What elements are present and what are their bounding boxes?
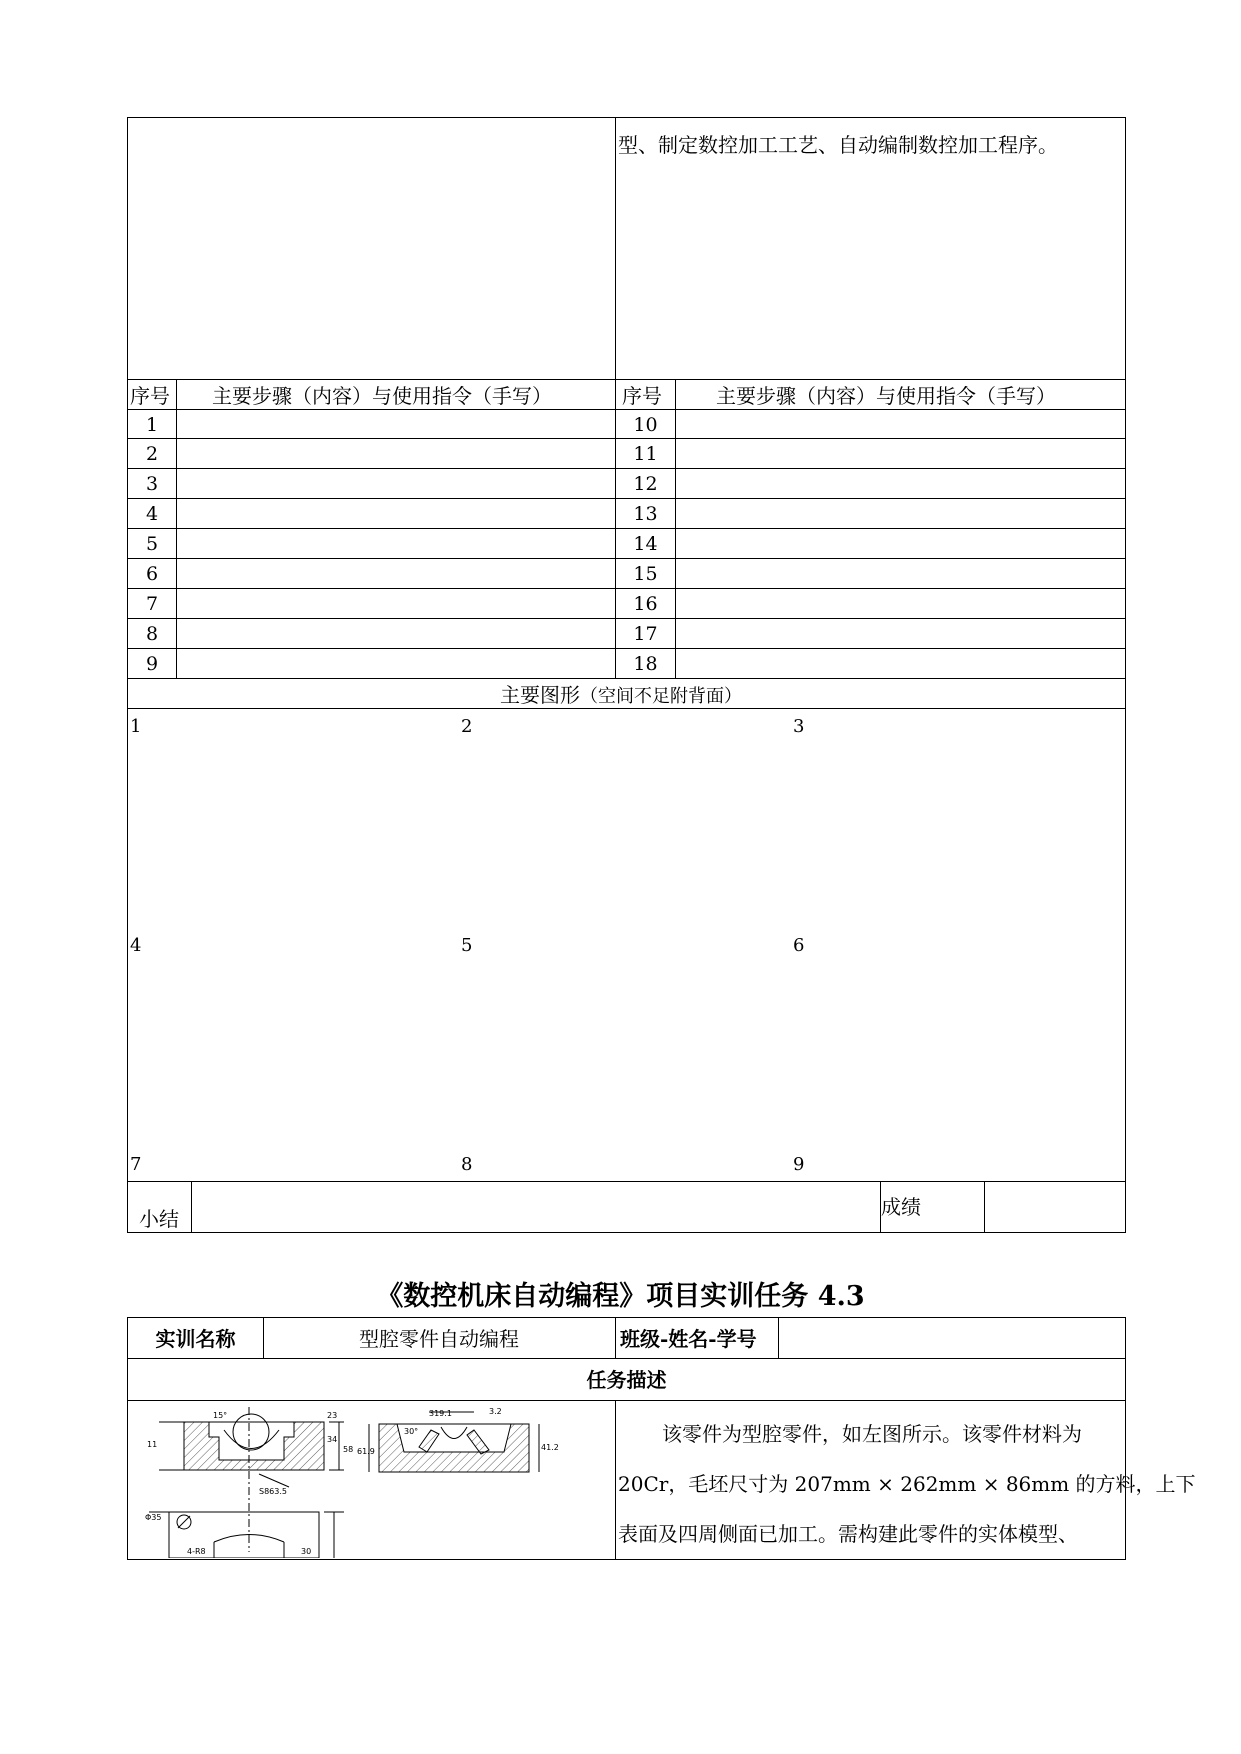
figures-title-note: （空间不足附背面） bbox=[580, 686, 742, 707]
step-number: 13 bbox=[633, 503, 658, 525]
step-number: 6 bbox=[145, 563, 159, 585]
step-number: 3 bbox=[145, 473, 159, 495]
left-content-header: 主要步骤（内容）与使用指令（手写） bbox=[212, 384, 552, 408]
task-desc-header: 任务描述 bbox=[586, 1368, 667, 1392]
step-number: 8 bbox=[145, 623, 159, 645]
summary-row-top bbox=[127, 1181, 1126, 1182]
dim-label: 41.2 bbox=[541, 1443, 559, 1452]
task-row-line bbox=[127, 1358, 1126, 1359]
step-number: 5 bbox=[145, 533, 159, 555]
row-line bbox=[127, 438, 1126, 439]
figures-title-bottom bbox=[127, 708, 1126, 709]
task-title: 《数控机床自动编程》项目实训任务 4.3 bbox=[376, 1281, 865, 1312]
dim-label: Φ35 bbox=[145, 1513, 162, 1522]
dim-label: 3.2 bbox=[489, 1407, 502, 1416]
step-number: 7 bbox=[145, 593, 159, 615]
step-number: 10 bbox=[633, 414, 658, 436]
row-line bbox=[127, 618, 1126, 619]
training-name-value: 型腔零件自动编程 bbox=[359, 1327, 519, 1351]
figures-title bbox=[500, 685, 742, 706]
left-seq-header: 序号 bbox=[130, 384, 170, 408]
summary-label-divider bbox=[191, 1181, 192, 1233]
grade-label-divider-right bbox=[984, 1181, 985, 1233]
dim-label: 319.1 bbox=[429, 1409, 452, 1418]
row-line bbox=[127, 588, 1126, 589]
figure-number: 2 bbox=[461, 716, 473, 737]
step-number: 9 bbox=[145, 653, 159, 675]
figure-number: 4 bbox=[130, 935, 142, 956]
grade-label: 成绩 bbox=[881, 1195, 921, 1219]
right-seq-header: 序号 bbox=[622, 384, 662, 408]
step-number: 16 bbox=[633, 593, 658, 615]
dim-label: 61.9 bbox=[357, 1447, 375, 1456]
figure-number: 1 bbox=[130, 716, 142, 737]
task-row-line bbox=[127, 1400, 1126, 1401]
side-section-view bbox=[369, 1412, 539, 1472]
task-desc-line: 表面及四周侧面已加工。需构建此零件的实体模型、 bbox=[618, 1522, 1078, 1546]
steps-header-top bbox=[127, 379, 1126, 380]
figure-number: 5 bbox=[461, 935, 473, 956]
task-col-line bbox=[615, 1317, 616, 1358]
step-number: 12 bbox=[633, 473, 658, 495]
step-number: 2 bbox=[145, 443, 159, 465]
step-number: 15 bbox=[633, 563, 658, 585]
task-desc-divider bbox=[615, 1400, 616, 1560]
right-content-header: 主要步骤（内容）与使用指令（手写） bbox=[716, 384, 1056, 408]
dim-label: 34 bbox=[327, 1435, 338, 1444]
dim-label: 11 bbox=[147, 1440, 158, 1449]
dim-label: 23 bbox=[327, 1411, 338, 1420]
task-desc-line: 20Cr，毛坯尺寸为 207mm × 262mm × 86mm 的方料，上下 bbox=[618, 1472, 1196, 1496]
step-number: 4 bbox=[145, 503, 159, 525]
dim-label: 4-R8 bbox=[187, 1547, 206, 1556]
figures-title-top bbox=[127, 678, 1126, 679]
front-section-view bbox=[159, 1407, 344, 1552]
figures-title-main: 主要图形 bbox=[500, 683, 580, 707]
intro-divider bbox=[615, 117, 616, 379]
task-desc-line: 该零件为型腔零件，如左图所示。该零件材料为 bbox=[662, 1422, 1082, 1446]
figure-number: 3 bbox=[793, 716, 805, 737]
dim-label: 58 bbox=[343, 1445, 354, 1454]
row-line bbox=[127, 528, 1126, 529]
dim-label: S863.5 bbox=[259, 1487, 287, 1496]
dim-label: 15° bbox=[213, 1411, 228, 1420]
training-name-label: 实训名称 bbox=[155, 1327, 236, 1351]
figure-number: 8 bbox=[461, 1154, 473, 1175]
summary-label: 小结 bbox=[139, 1207, 179, 1231]
step-number: 17 bbox=[633, 623, 658, 645]
row-line bbox=[127, 648, 1126, 649]
dim-label: 30 bbox=[301, 1547, 312, 1556]
row-line bbox=[127, 468, 1126, 469]
part-technical-drawing bbox=[129, 1402, 613, 1558]
intro-text: 型、制定数控加工工艺、自动编制数控加工程序。 bbox=[618, 133, 1058, 157]
step-number: 11 bbox=[633, 443, 658, 465]
figure-number: 6 bbox=[793, 935, 805, 956]
figure-number: 9 bbox=[793, 1154, 805, 1175]
figure-number: 7 bbox=[130, 1154, 142, 1175]
class-name-id-label: 班级-姓名-学号 bbox=[620, 1327, 757, 1351]
step-number: 1 bbox=[145, 414, 159, 436]
dim-label: 30° bbox=[404, 1427, 419, 1436]
top-plan-view bbox=[149, 1512, 344, 1558]
worksheet-table bbox=[127, 117, 1126, 1233]
step-number: 14 bbox=[633, 533, 658, 555]
task-col-line bbox=[778, 1317, 779, 1358]
step-number: 18 bbox=[633, 653, 658, 675]
row-line bbox=[127, 558, 1126, 559]
row-line bbox=[127, 409, 1126, 410]
row-line bbox=[127, 498, 1126, 499]
